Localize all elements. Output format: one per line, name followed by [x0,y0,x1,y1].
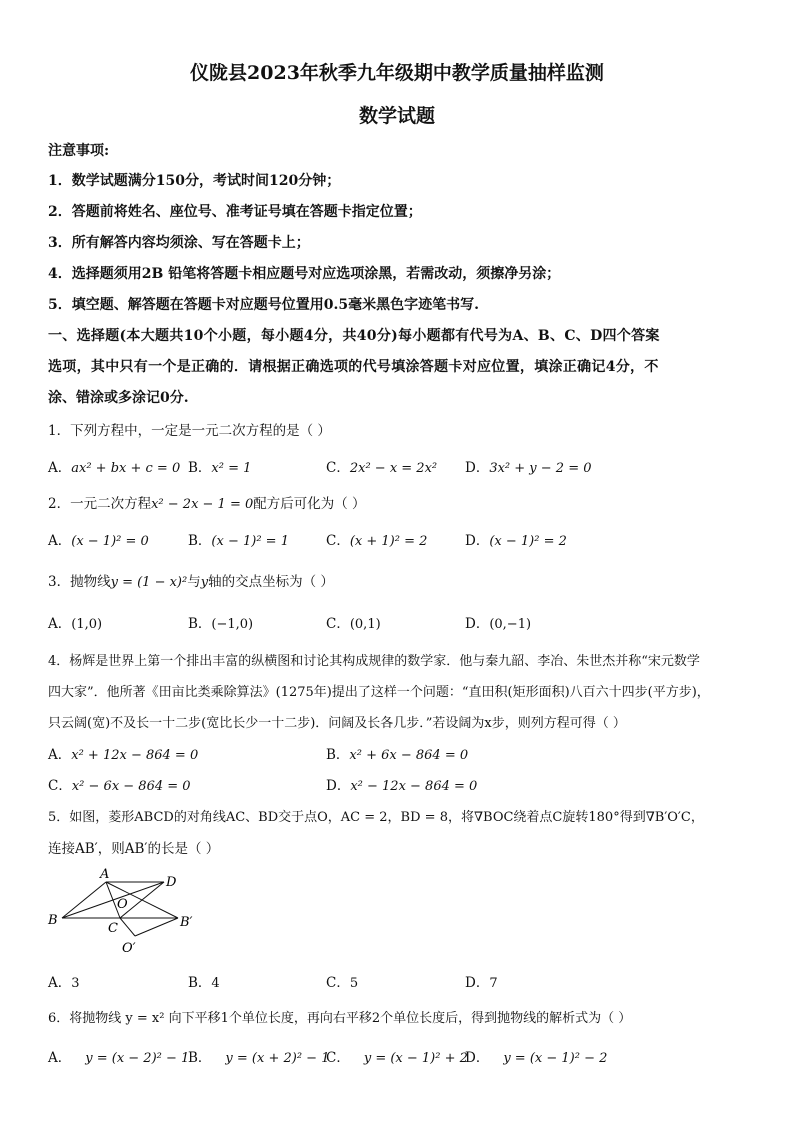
question-2-stem: 2．一元二次方程x² − 2x − 1 = 0配方后可化为（ ） [48,496,366,512]
question-3-stem: 3．抛物线y = (1 − x)²与y轴的交点坐标为（ ） [48,574,334,590]
q5-option-b: B．4 [188,975,220,991]
label-o: O [117,897,128,912]
question-6-stem: 6．将抛物线 y = x² 向下平移1个单位长度，再向右平移2个单位长度后，得到抛物线的解析式为（ ） [48,1011,632,1026]
question-4-line: 只云阔(宽)不及长一十二步(宽比长少一十二步)．问阔及长各几步．”若设阔为x步，则列方程可得（ ） [48,716,626,731]
question-4-line: 4．杨辉是世界上第一个排出丰富的纵横图和讨论其构成规律的数学家．他与秦九韶、李冶、朱世杰并称“宋元数学 [48,654,700,669]
q4-option-a: A．x² + 12x − 864 = 0 [48,747,199,763]
question-4-line: 四大家”．他所著《田亩比类乘除算法》(1275年)提出了这样一个问题：“直田积(矩形面积)八百六十四步(平方步)， [48,685,710,700]
q4-option-c: C．x² − 6x − 864 = 0 [48,778,191,794]
q5-option-a: A．3 [48,975,80,991]
notice-item: 3．所有解答内容均须涂、写在答题卡上； [48,235,310,251]
notice-item: 4．选择题须用2B 铅笔将答题卡相应题号对应选项涂黑，若需改动，须擦净另涂； [48,266,561,282]
q6-option-b: B． y = (x + 2)² − 1 [188,1050,330,1066]
q3-option-a: A．(1,0) [48,616,103,632]
question-5-line: 5．如图，菱形ABCD的对角线AC、BD交于点O，AC = 2，BD = 8，将∇BOC绕着点C旋转180°得到∇B′O′C， [48,810,704,825]
q3-option-d: D．(0,−1) [465,616,532,632]
section-instructions: 一、选择题(本大题共10个小题，每小题4分，共40分)每小题都有代号为A、B、C、D四个答案 [48,328,660,344]
q5-option-d: D．7 [465,975,498,991]
label-o-prime: O′ [122,941,136,956]
q1-option-b: B．x² = 1 [188,460,252,476]
q6-option-c: C． y = (x − 1)² + 2 [326,1050,468,1066]
section-instructions: 涂、错涂或多涂记0分. [48,390,189,406]
label-a: A [100,867,110,882]
q3-option-b: B．(−1,0) [188,616,254,632]
q4-option-b: B．x² + 6x − 864 = 0 [326,747,469,763]
question-1-stem: 1．下列方程中，一定是一元二次方程的是（ ） [48,423,331,439]
q5-option-c: C．5 [326,975,359,991]
edge-c-o-prime [120,918,135,936]
q6-option-d: D． y = (x − 1)² − 2 [465,1050,608,1066]
edge-o-prime-b-prime [135,918,178,936]
q2-option-c: C．(x + 1)² = 2 [326,533,428,549]
q1-option-a: A．ax² + bx + c = 0 [48,460,181,476]
label-b: B [48,913,58,928]
page-subtitle: 数学试题 [358,105,435,127]
q4-option-d: D．x² − 12x − 864 = 0 [326,778,478,794]
page-title: 仪陇县2023年秋季九年级期中教学质量抽样监测 [190,62,604,84]
q1-option-c: C．2x² − x = 2x² [326,460,438,476]
q2-option-b: B．(x − 1)² = 1 [188,533,289,549]
notice-item: 5．填空题、解答题在答题卡对应题号位置用0.5毫米黑色字迹笔书写. [48,297,479,313]
q3-option-c: C．(0,1) [326,616,381,632]
notice-item: 2．答题前将姓名、座位号、准考证号填在答题卡指定位置； [48,204,422,220]
q1-option-d: D．3x² + y − 2 = 0 [465,460,592,476]
q2-option-d: D．(x − 1)² = 2 [465,533,567,549]
label-b-prime: B′ [180,915,193,930]
question-5-line: 连接AB′，则AB′的长是（ ） [48,841,220,857]
q6-option-a: A． y = (x − 2)² − 1 [48,1050,190,1066]
label-c: C [108,921,118,936]
rhombus-figure [40,860,220,960]
q2-option-a: A．(x − 1)² = 0 [48,533,149,549]
notice-item: 1．数学试题满分150分，考试时间120分钟； [48,173,341,189]
notice-heading: 注意事项: [48,143,110,159]
edge-ba [62,882,106,918]
section-instructions: 选项，其中只有一个是正确的．请根据正确选项的代号填涂答题卡对应位置，填涂正确记4分，不 [48,359,659,375]
label-d: D [166,875,177,890]
